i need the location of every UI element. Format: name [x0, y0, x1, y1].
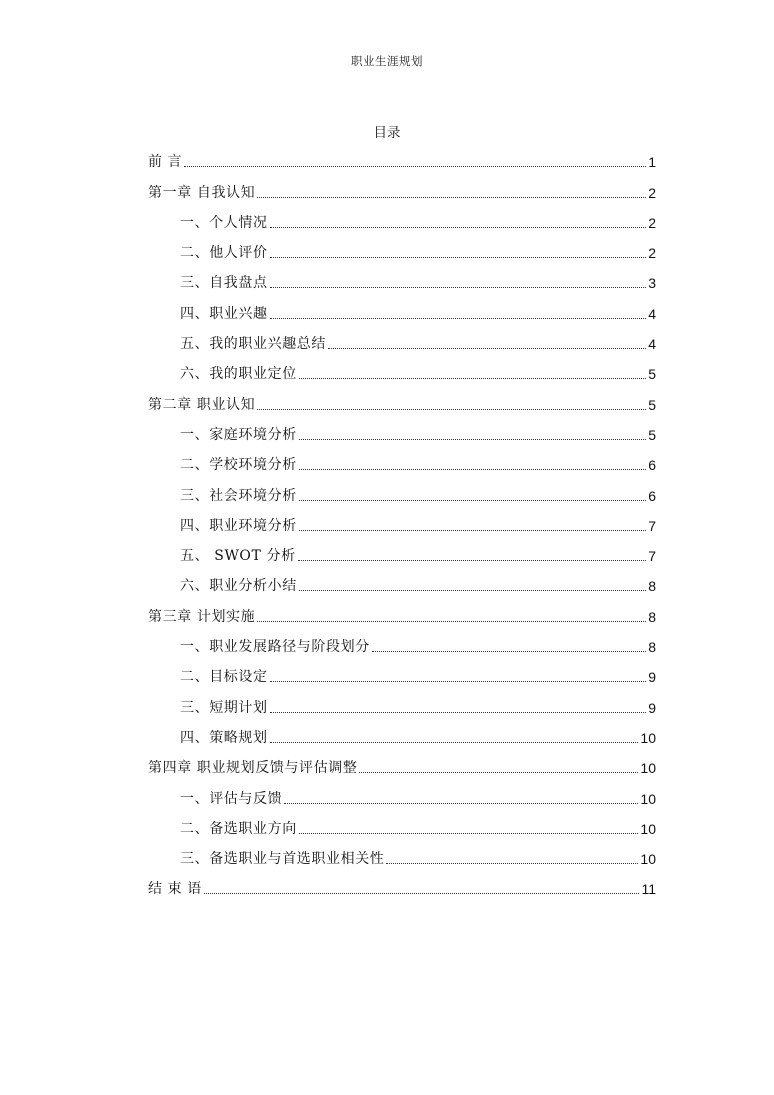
toc-entry-section[interactable]	[148, 812, 656, 842]
toc-entry-label: 结 束 语	[148, 881, 202, 898]
toc-entry-section[interactable]	[148, 630, 656, 660]
toc-entry-label: 三、自我盘点	[180, 275, 268, 292]
toc-entry-label: 五、 SWOT 分析	[180, 548, 296, 565]
toc-entry-page: 5	[648, 366, 656, 383]
toc-entry-label: 二、他人评价	[180, 245, 268, 262]
dot-leader	[299, 438, 646, 440]
toc-entry-closing[interactable]	[148, 872, 656, 902]
toc-entry-section[interactable]	[148, 296, 656, 326]
dot-leader	[257, 196, 646, 198]
toc-entry-label: 三、短期计划	[180, 699, 268, 716]
dot-leader	[270, 317, 647, 319]
toc-entry-page: 10	[640, 729, 656, 746]
toc-entry-label: 三、备选职业与首选职业相关性	[180, 851, 385, 868]
dot-leader	[270, 286, 647, 288]
toc-entry-label: 一、评估与反馈	[180, 790, 283, 807]
toc-entry-page: 1	[648, 154, 656, 171]
dot-leader	[299, 529, 646, 531]
toc-entry-label: 第一章 自我认知	[148, 184, 256, 201]
toc-entry-page: 4	[648, 305, 656, 322]
toc-entry-page: 5	[648, 396, 656, 413]
dot-leader	[184, 165, 646, 167]
dot-leader	[328, 347, 646, 349]
toc-entry-page: 2	[648, 245, 656, 262]
toc-entry-page: 11	[641, 881, 656, 898]
dot-leader	[372, 650, 646, 652]
toc-entry-label: 四、策略规划	[180, 729, 268, 746]
toc-entry-section[interactable]	[148, 721, 656, 751]
toc-entry-section[interactable]	[148, 236, 656, 266]
toc-entry-page: 6	[648, 487, 656, 504]
toc-entry-label: 二、目标设定	[180, 669, 268, 686]
dot-leader	[299, 589, 646, 591]
toc-entry-page: 3	[648, 275, 656, 292]
toc-title: 目录	[373, 125, 401, 141]
toc-entry-page: 8	[648, 639, 656, 656]
dot-leader	[359, 771, 638, 773]
toc-entry-page: 6	[648, 457, 656, 474]
table-of-contents	[148, 145, 656, 902]
toc-entry-preface[interactable]	[148, 145, 656, 175]
toc-entry-section[interactable]	[148, 781, 656, 811]
toc-entry-page: 2	[648, 184, 656, 201]
toc-entry-section[interactable]	[148, 539, 656, 569]
toc-entry-page: 10	[640, 851, 656, 868]
toc-entry-page: 10	[640, 760, 656, 777]
dot-leader	[299, 499, 646, 501]
dot-leader	[386, 862, 638, 864]
toc-entry-label: 前 言	[148, 154, 183, 171]
toc-entry-page: 4	[648, 336, 656, 353]
dot-leader	[270, 226, 647, 228]
toc-entry-page: 10	[640, 820, 656, 837]
toc-entry-page: 9	[648, 699, 656, 716]
toc-entry-page: 9	[648, 669, 656, 686]
toc-entry-section[interactable]	[148, 842, 656, 872]
toc-entry-label: 一、职业发展路径与阶段划分	[180, 639, 370, 656]
dot-leader	[270, 711, 647, 713]
dot-leader	[270, 741, 639, 743]
toc-entry-label: 六、职业分析小结	[180, 578, 297, 595]
dot-leader	[298, 559, 647, 561]
dot-leader	[270, 680, 647, 682]
toc-entry-label: 六、我的职业定位	[180, 366, 297, 383]
toc-entry-label: 第四章 职业规划反馈与评估调整	[148, 760, 358, 777]
toc-entry-page: 7	[648, 517, 656, 534]
toc-entry-section[interactable]	[148, 206, 656, 236]
toc-entry-section[interactable]	[148, 478, 656, 508]
toc-entry-label: 二、学校环境分析	[180, 457, 297, 474]
toc-entry-page: 2	[648, 214, 656, 231]
dot-leader	[257, 408, 646, 410]
toc-entry-label: 四、职业兴趣	[180, 305, 268, 322]
dot-leader	[257, 620, 646, 622]
dot-leader	[299, 468, 646, 470]
toc-entry-chapter-4[interactable]	[148, 751, 656, 781]
toc-entry-page: 8	[648, 578, 656, 595]
dot-leader	[204, 892, 640, 894]
toc-entry-section[interactable]	[148, 266, 656, 296]
toc-entry-section[interactable]	[148, 418, 656, 448]
toc-entry-label: 四、职业环境分析	[180, 517, 297, 534]
toc-entry-label: 三、社会环境分析	[180, 487, 297, 504]
toc-entry-page: 10	[640, 790, 656, 807]
toc-entry-section[interactable]	[148, 569, 656, 599]
toc-entry-label: 第二章 职业认知	[148, 396, 256, 413]
dot-leader	[299, 377, 646, 379]
toc-entry-section[interactable]	[148, 327, 656, 357]
toc-entry-label: 二、备选职业方向	[180, 820, 297, 837]
toc-entry-label: 一、家庭环境分析	[180, 426, 297, 443]
toc-entry-section[interactable]	[148, 660, 656, 690]
dot-leader	[299, 832, 639, 834]
toc-entry-page: 8	[648, 608, 656, 625]
toc-entry-section[interactable]	[148, 448, 656, 478]
toc-entry-page: 5	[648, 426, 656, 443]
toc-entry-label: 一、个人情况	[180, 214, 268, 231]
dot-leader	[284, 802, 638, 804]
toc-entry-chapter-1[interactable]	[148, 175, 656, 205]
toc-entry-label: 五、我的职业兴趣总结	[180, 336, 326, 353]
toc-entry-section[interactable]	[148, 509, 656, 539]
toc-entry-chapter-3[interactable]	[148, 599, 656, 629]
toc-entry-chapter-2[interactable]	[148, 387, 656, 417]
dot-leader	[270, 256, 647, 258]
running-header: 职业生涯规划	[351, 54, 423, 68]
toc-entry-section[interactable]	[148, 357, 656, 387]
toc-entry-page: 7	[648, 548, 656, 565]
toc-entry-label: 第三章 计划实施	[148, 608, 256, 625]
toc-entry-section[interactable]	[148, 690, 656, 720]
